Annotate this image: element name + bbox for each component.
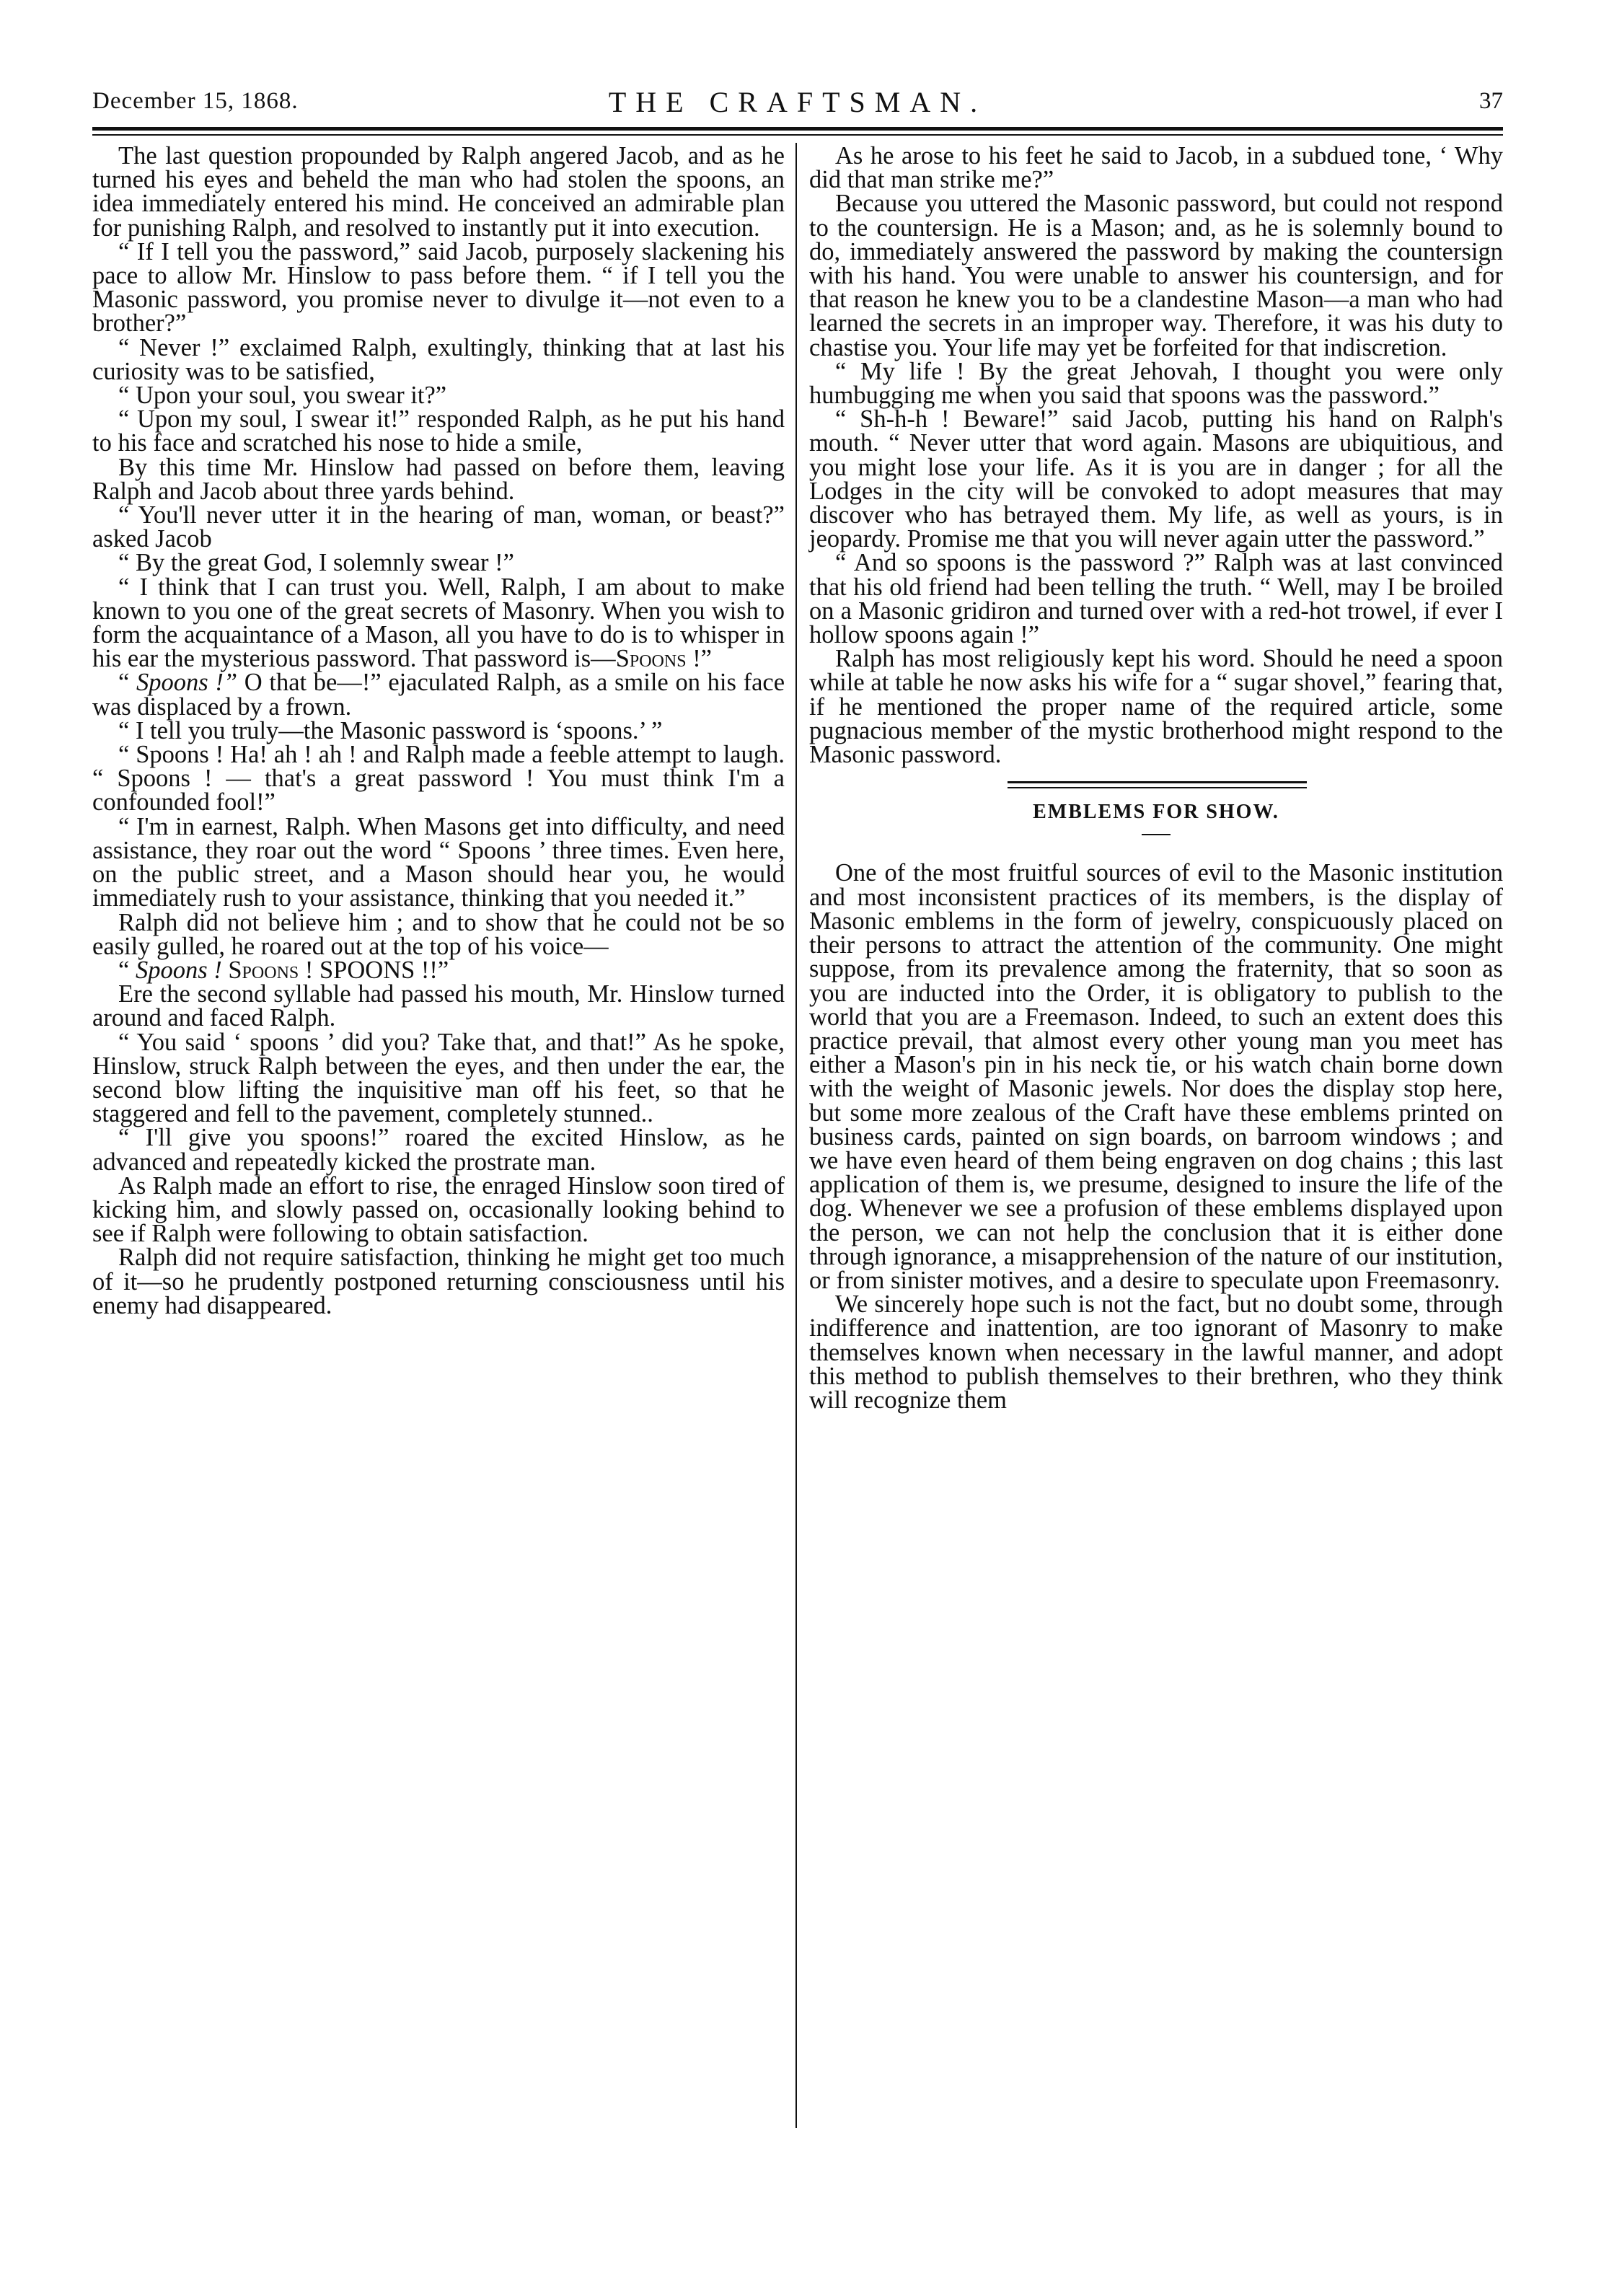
paragraph: “ Upon your soul, you swear it?” [118,382,447,410]
header-rule-thin [92,134,1503,136]
paragraph: The last question propounded by Ralph angered Jacob, and as he turned his eyes and beheld the man who had stolen the spoons, an idea immediately entered his mind. He conceived an admirable plan for punishing Ralph, and resolved to instantly put it into execution. [92,142,785,242]
paragraph: One of the most fruitful sources of evil to the Masonic institution and most inconsistent practices of its members, is the display of Masonic emblems in the form of jewelry, conspicuously placed on their persons to attract the attention of the community. One might suppose, from its prevalence among the fraternity, that so soon as you are inducted into the Order, it is obligatory to publish to the world that you are a Freemason. Indeed, to such an extent does this practice prevail, that almost every other young man you meet has either a Mason's pin in his neck tie, or his watch chain borne down with the weight of Masonic jewels. Nor does the display stop here, but some more zealous of the Craft have these emblems printed on business cards, painted on sign boards, on barroom windows ; and we have even heard of them being engraven on dog chains ; this last application of them is, we presume, designed to insure the life of the dog. Whenever we see a profusion of these emblems displayed upon the person, we can not help the conclusion that it is either done through ignorance, a misapprehension of the nature of our institution, or from sinister motives, and a desire to speculate upon Freemasonry. [809,859,1503,1294]
header-rule-thick [92,127,1503,131]
paragraph: We sincerely hope such is not the fact, but no doubt some, through indifference and inattention, are too ignorant of Masonry to make themselves known when necessary in the lawful manner, and adopt this method to publish themselves to their brethren, who they think will recognize them [809,1290,1503,1414]
heading-short-rule [1142,834,1171,835]
paragraph: “ Spoons ! Ha! ah ! ah ! and Ralph made a feeble attempt to laugh. “ Spoons ! — that's a great password ! You must think I'm a confounded fool!” [92,741,785,817]
paragraph: “ I'm in earnest, Ralph. When Masons get into difficulty, and need assistance, they roar out the word “ Spoons ’ three times. Even here, on the public street, and a Mason should hear you, he would immediately rush to your assistance, thinking that you needed it.” [92,812,785,912]
divider-rule-thick [1008,781,1307,783]
paragraph-text: O that be—!” ejaculated Ralph, as a smile on his face was displaced by a frown. [92,669,785,721]
page-number: 37 [1479,88,1503,114]
masthead-title: THE CRAFTSMAN. [608,86,987,118]
issue-date: December 15, 1868. [92,88,299,114]
paragraph: Ralph did not believe him ; and to show that he could not be so easily gulled, he roared out at the top of his voice— [92,908,785,960]
left-column [92,144,785,1318]
italic-spoons: Spoons !” [136,669,238,697]
paragraph: As he arose to his feet he said to Jacob, in a subdued tone, ‘ Why did that man strike me?” [809,142,1503,194]
paragraph: “ Sh-h-h ! Beware!” said Jacob, putting his hand on Ralph's mouth. “ Never utter that word again. Masons are ubiquitious, and you might lose your life. As it is you are in danger ; for all the Lodges in the city will be convoked to adopt measures that may discover who has betrayed them. My life, as well as yours, is in jeopardy. Promise me that you will never again utter the password.” [809,405,1503,553]
divider-rule-thin [1008,787,1307,788]
section-heading: EMBLEMS FOR SHOW. [1033,801,1279,824]
paragraph: Because you uttered the Masonic password, but could not respond to the countersign. He is a Mason; and, as he is solemnly bound to do, immediately answered the password by making the countersign with his hand. You were unable to answer his countersign, and for that reason he knew you to be a clandestine Mason—a man who had learned the secrets in an improper way. Therefore, it was his duty to chastise you. Your life may yet be forfeited for that indiscretion. [809,190,1503,361]
open-quote: “ [118,956,130,984]
paragraph-spoons-reaction [92,669,785,721]
paragraph: “ Upon my soul, I swear it!” responded Ralph, as he put his hand to his face and scratched his nose to hide a smile, [92,405,785,457]
paragraph: “ I tell you truly—the Masonic password is ‘spoons.’ ” [118,716,663,744]
italic-spoons: Spoons ! [135,956,222,984]
paragraph: “ My life ! By the great Jehovah, I thought you were only humbugging me when you said that spoons was the password.” [809,357,1503,410]
paragraph-text: “ I think that I can trust you. Well, Ralph, I am about to make known to you one of the great secrets of Masonry. When you wish to form the acquaintance of a Mason, all you have to do is to whisper in his ear the mysterious password. That password is— [92,573,785,673]
paragraph-shout [92,956,785,984]
password-word: Spoons !” [615,645,712,673]
section-divider-rules [809,780,1503,791]
paragraph: “ You said ‘ spoons ’ did you? Take that, and that!” As he spoke, Hinslow, struck Ralph between the eyes, and then under the ear, the second blow lifting the inquisitive man off his feet, so that he staggered and fell to the pavement, completely stunned.. [92,1028,785,1128]
open-quote: “ [118,669,130,697]
paragraph: Ere the second syllable had passed his mouth, Mr. Hinslow turned around and faced Ralph. [92,980,785,1032]
column-divider [795,143,797,2128]
paragraph-password-reveal [92,573,785,673]
paragraph: “ You'll never utter it in the hearing of man, woman, or beast?” asked Jacob [92,501,785,553]
paragraph: As Ralph made an effort to rise, the enraged Hinslow soon tired of kicking him, and slowly passed on, occasionally looking behind to see if Ralph were following to obtain satisfaction. [92,1171,785,1248]
paragraph: “ If I tell you the password,” said Jacob, purposely slackening his pace to allow Mr. Hinslow to pass before them. “ if I tell you the Masonic password, you promise never to divulge it—not even to a brother?” [92,237,785,338]
paragraph: Ralph did not require satisfaction, thinking he might get too much of it—so he prudently postponed returning consciousness until his enemy had disappeared. [92,1244,785,1319]
paragraph: Ralph has most religiously kept his word. Should he need a spoon while at table he now asks his wife for a “ sugar shovel,” fearing that, if he mentioned the proper name of the required article, some pugnacious member of the mystic brotherhood might respond to the Masonic password. [809,645,1503,769]
right-column [809,144,1503,1412]
paragraph: “ And so spoons is the password ?” Ralph was at last convinced that his old friend had been telling the truth. “ Well, may I be broiled on a Masonic gridiron and turned over with a red-hot trowel, if ever I hollow spoons again !” [809,549,1503,649]
running-head [92,85,1503,121]
paragraph: “ Never !” exclaimed Ralph, exultingly, thinking that at last his curiosity was to be satisfied, [92,333,785,385]
shouted-spoons: Spoons ! SPOONS !!” [221,956,449,984]
paragraph: “ By the great God, I solemnly swear !” [118,549,514,577]
paragraph: By this time Mr. Hinslow had passed on before them, leaving Ralph and Jacob about three yards behind. [92,453,785,505]
paragraph: “ I'll give you spoons!” roared the excited Hinslow, as he advanced and repeatedly kicked the prostrate man. [92,1124,785,1176]
